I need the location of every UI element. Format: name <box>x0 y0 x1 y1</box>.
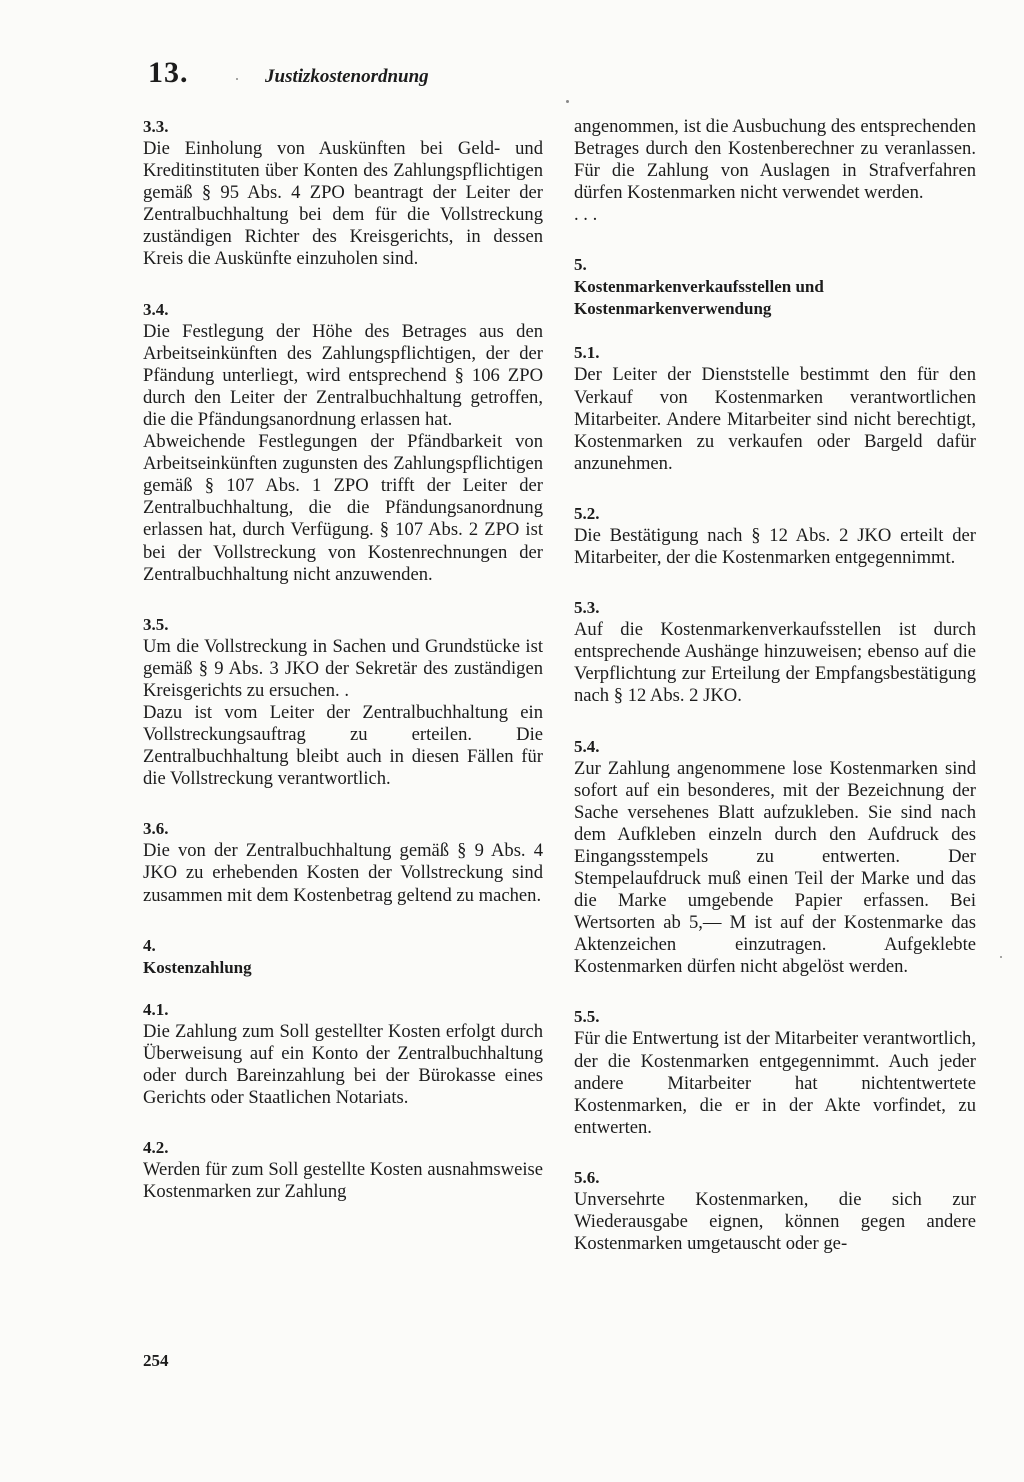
section-4-1 <box>143 999 543 1109</box>
section-4-heading <box>143 935 543 979</box>
section-text: Die Bestätigung nach § 12 Abs. 2 JKO erteilt der Mitarbeiter, der die Kostenmarken entgegennimmt. <box>574 524 976 569</box>
section-text: Auf die Kostenmarkenverkaufsstellen ist durch entsprechende Aushänge hinzuweisen; ebenso auf die Verpflichtung zur Erteilung der Empfangsbestätigung nach § 12 Abs. 2 JKO. <box>574 619 976 707</box>
section-text: Um die Vollstreckung in Sachen und Grundstücke ist gemäß § 9 Abs. 3 JKO der Sekretär des zuständigen Kreisgerichts zu ersuchen. . <box>143 635 543 701</box>
section-number: 5. <box>574 255 587 275</box>
section-title: Kostenmarkenverkaufsstellen und Kostenmarkenverwendung <box>574 277 824 319</box>
section-text: Werden für zum Soll gestellte Kosten ausnahmsweise Kostenmarken zur Zahlung <box>143 1159 543 1203</box>
section-number: 3.5. <box>143 614 169 634</box>
section-text: angenommen, ist die Ausbuchung des entsprechenden Betrages durch den Kostenberechner zu veranlassen. Für die Zahlung von Auslagen in Strafverfahren dürfen Kostenmarken nicht verwendet werden. <box>574 116 976 204</box>
section-text: Unversehrte Kostenmarken, die sich zur Wiederausgabe eignen, können gegen andere Kostenmarken umgetauscht oder ge- <box>574 1188 976 1255</box>
section-number: 4.2. <box>143 1138 169 1157</box>
section-number: 5.1. <box>574 343 600 363</box>
section-number: 3.4. <box>143 299 169 319</box>
section-5-2 <box>574 503 976 569</box>
section-text: Der Leiter der Dienststelle bestimmt den für den Verkauf von Kostenmarken verantwortlichen Mitarbeiter. Andere Mitarbeiter sind nicht berechtigt, Kostenmarken zu verkaufen oder Bargeld dafür anzunehmen. <box>574 364 976 474</box>
section-number: 5.4. <box>574 736 600 756</box>
section-4-2-continued <box>574 116 976 226</box>
page-number: 254 <box>143 1351 169 1370</box>
section-3-6 <box>143 818 543 906</box>
section-text-continued: Dazu ist vom Leiter der Zentralbuchhaltung ein Vollstreckungsauftrag zu erteilen. Die Zentralbuchhaltung bleibt auch in diesen Fällen für die Vollstreckung verantwortlich. <box>143 701 543 790</box>
section-5-4 <box>574 736 976 979</box>
ellipsis: . . . <box>574 204 598 226</box>
scan-speck <box>1000 956 1002 958</box>
section-4-2 <box>143 1137 543 1203</box>
section-5-5 <box>574 1006 976 1138</box>
section-5-heading <box>574 254 976 320</box>
section-text: Die von der Zentralbuchhaltung gemäß § 9 Abs. 4 JKO zu erhebenden Kosten der Vollstreckung sind zusammen mit dem Kostenbetrag geltend zu machen. <box>143 840 543 906</box>
section-number: 5.3. <box>574 598 600 618</box>
section-number: 4.1. <box>143 999 169 1019</box>
section-5-6 <box>574 1167 976 1255</box>
scan-speck <box>566 100 569 103</box>
right-column <box>574 116 976 1255</box>
scan-speck <box>236 78 238 80</box>
section-text: Für die Entwertung ist der Mitarbeiter verantwortlich, der die Kostenmarken entgegennimmt. Auch jeder andere Mitarbeiter hat nichtentwertete Kostenmarken, die er in der Akte vorfindet, zu entwerten. <box>574 1028 976 1138</box>
section-text: Die Einholung von Auskünften bei Geld- und Kreditinstituten über Konten des Zahlungspflichtigen gemäß § 95 Abs. 4 ZPO beantragt der Leiter der Zentralbuchhaltung bei dem für die Vollstreckung zuständigen Richter des Kreisgerichts, in dessen Kreis die Auskünfte einzuholen sind. <box>143 138 543 270</box>
section-number: 5.2. <box>574 503 600 523</box>
section-3-4 <box>143 299 543 586</box>
section-number: 3.3. <box>143 117 169 136</box>
left-column <box>143 116 543 1203</box>
section-number: 3.6. <box>143 819 169 839</box>
section-3-3 <box>143 116 543 271</box>
section-text: Die Festlegung der Höhe des Betrages aus den Arbeitseinkünften des Zahlungspflichtigen, der der Pfändung unterliegt, wird entsprechend § 106 ZPO durch den Leiter der Zentralbuchhaltung getroffen, die die Pfändungsanordnung erlassen hat. <box>143 320 543 430</box>
chapter-number: 13. <box>148 56 189 89</box>
section-text: Die Zahlung zum Soll gestellter Kosten erfolgt durch Überweisung auf ein Konto der Zentralbuchhaltung oder durch Bareinzahlung bei der Bürokasse eines Gerichts oder Staatlichen Notariats. <box>143 1020 543 1108</box>
section-text-continued: Abweichende Festlegungen der Pfändbarkeit von Arbeitseinkünften zugunsten des Zahlungspflichtigen gemäß § 107 Abs. 1 ZPO trifft der Leiter der Zentralbuchhaltung, die die Pfändungsanordnung erlassen hat, durch Verfügung. § 107 Abs. 2 ZPO ist bei der Vollstreckung von Kostenrechnungen der Zentralbuchhaltung nicht anzuwenden. <box>143 431 543 585</box>
section-5-1 <box>574 342 976 474</box>
chapter-title: Justizkostenordnung <box>265 66 429 87</box>
section-text: Zur Zahlung angenommene lose Kostenmarken sind sofort auf ein besonderes, mit der Bezeichnung der Sache versehenes Blatt aufzukleben. Sie sind nach dem Aufkleben einzeln durch den Aufdruck des Eingangsstempels zu entwerten. Der Stempelaufdruck muß einen Teil der Marke und das die Marke umgebende Papier erfassen. Bei Wertsorten ab 5,— M ist auf der Kostenmarke das Aktenzeichen einzutragen. Aufgeklebte Kostenmarken dürfen nicht abgelöst werden. <box>574 757 976 978</box>
section-number: 5.5. <box>574 1007 600 1027</box>
section-title: Kostenzahlung <box>143 957 252 977</box>
section-number: 5.6. <box>574 1167 600 1187</box>
section-5-3 <box>574 597 976 707</box>
section-number: 4. <box>143 935 156 955</box>
section-3-5 <box>143 614 543 791</box>
